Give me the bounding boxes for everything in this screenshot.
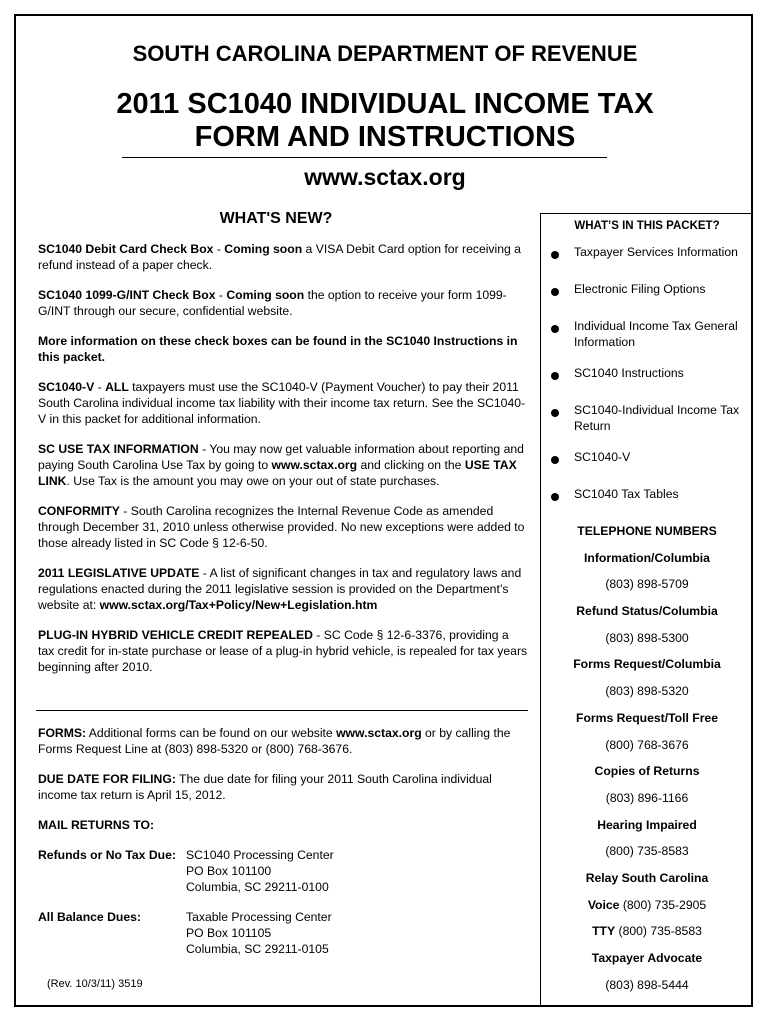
phone-number-forms-columbia: (803) 898-5320 — [605, 684, 689, 699]
phone-tty-row — [541, 923, 753, 939]
refunds-address-line: PO Box 101100 — [186, 864, 272, 878]
packet-item — [541, 486, 753, 508]
packet-item-label: SC1040-V — [574, 450, 631, 464]
bullet-icon — [549, 402, 561, 424]
voucher-paragraph: SC1040-V - ALL taxpayers must use the SC1040-V (Payment Voucher) to pay their 2011 South Carolina individual income tax liability with their income tax return. See the SC1040-V in this packet for additional information. — [38, 380, 526, 426]
telephone-heading: TELEPHONE NUMBERS — [577, 524, 717, 538]
bullet-icon — [549, 318, 561, 340]
bullet-icon — [549, 449, 561, 471]
phone-number-refund-status: (803) 898-5300 — [605, 630, 689, 645]
packet-item-label: SC1040 Instructions — [574, 366, 684, 380]
packet-sidebar — [540, 213, 753, 1007]
bullet-icon — [549, 244, 561, 266]
title-underline — [122, 157, 607, 158]
phone-label-information: Information/Columbia — [584, 550, 710, 565]
revision-note: (Rev. 10/3/11) 3519 — [47, 978, 143, 990]
form-title — [14, 88, 756, 154]
phone-number-information: (803) 898-5709 — [605, 577, 689, 592]
packet-item-label: Individual Income Tax General Information — [574, 319, 738, 349]
phone-label-tty: TTY — [592, 924, 616, 939]
int-check-box-paragraph: SC1040 1099-G/INT Check Box - Coming soon the option to receive your form 1099-G/INT through our secure, confidential website. — [38, 288, 507, 318]
refunds-address-line: Columbia, SC 29211-0100 — [186, 880, 329, 894]
form-title-line1: 2011 SC1040 INDIVIDUAL INCOME TAX — [116, 88, 654, 120]
refunds-address-label: Refunds or No Tax Due: — [38, 848, 176, 862]
packet-item — [541, 402, 753, 434]
packet-item-label: SC1040-Individual Income Tax Return — [574, 403, 740, 433]
packet-item-label: SC1040 Tax Tables — [574, 487, 679, 501]
use-tax-paragraph: SC USE TAX INFORMATION - You may now get valuable information about reporting and paying South Carolina Use Tax by going to www.sctax.org and clicking on the USE TAX LINK. Use Tax is the amount you may owe on your out of state purchases. — [38, 442, 524, 488]
phone-number-advocate: (803) 898-5444 — [605, 977, 689, 992]
phone-number-hearing-impaired: (800) 735-8583 — [605, 844, 689, 859]
more-info-paragraph: More information on these check boxes can be found in the SC1040 Instructions in this packet. — [38, 334, 518, 364]
phone-label-advocate: Taxpayer Advocate — [591, 951, 703, 965]
plugin-hybrid-paragraph: PLUG-IN HYBRID VEHICLE CREDIT REPEALED - SC Code § 12-6-3376, providing a tax credit for in-state purchase or lease of a plug-in hybrid vehicle, is repealed for tax years beginning after 2010. — [38, 628, 528, 674]
phone-label-refund-status: Refund Status/Columbia — [576, 604, 718, 619]
phone-label-voice: Voice — [587, 897, 620, 912]
section-divider — [36, 710, 528, 711]
packet-item — [541, 318, 753, 350]
packet-item — [541, 365, 753, 387]
bullet-icon — [549, 365, 561, 387]
balance-due-address — [38, 909, 533, 957]
balance-due-address-line: PO Box 101105 — [186, 926, 272, 940]
mail-returns-heading: MAIL RETURNS TO: — [38, 818, 155, 832]
phone-number-forms-toll-free: (800) 768-3676 — [605, 737, 689, 752]
phone-label-hearing-impaired: Hearing Impaired — [597, 817, 697, 832]
refunds-address-line: SC1040 Processing Center — [186, 848, 334, 862]
balance-due-address-label: All Balance Dues: — [38, 910, 141, 924]
debit-card-paragraph: SC1040 Debit Card Check Box - Coming soon a VISA Debit Card option for receiving a refund instead of a paper check. — [38, 242, 521, 272]
due-date-paragraph: DUE DATE FOR FILING: The due date for filing your 2011 South Carolina individual income tax return is April 15, 2012. — [38, 772, 492, 802]
conformity-paragraph: CONFORMITY - South Carolina recognizes the Internal Revenue Code as amended through December 31, 2010 unless otherwise provided. No new exceptions were added to those already listed in SC Code § 12-6-50. — [38, 504, 525, 550]
phone-voice-row — [541, 897, 753, 913]
balance-due-address-line: Taxable Processing Center — [186, 910, 332, 924]
packet-item — [541, 449, 753, 471]
legislative-update-paragraph: 2011 LEGISLATIVE UPDATE - A list of significant changes in tax and regulatory laws and regulations enacted during the 2011 legislative session is provided on the Department’s website at: www.sctax.org/Tax+Policy/New+Legislation.htm — [38, 566, 522, 612]
form-title-line2: FORM AND INSTRUCTIONS — [194, 121, 576, 153]
website-url: www.sctax.org — [304, 164, 466, 190]
bullet-icon — [549, 486, 561, 508]
packet-item-label: Electronic Filing Options — [574, 282, 706, 296]
agency-name: SOUTH CAROLINA DEPARTMENT OF REVENUE — [132, 41, 638, 66]
phone-label-forms-toll-free: Forms Request/Toll Free — [576, 710, 718, 725]
phone-label-relay: Relay South Carolina — [585, 870, 709, 885]
phone-label-forms-columbia: Forms Request/Columbia — [573, 657, 721, 672]
phone-number-voice: (800) 735-2905 — [619, 897, 707, 912]
packet-heading: WHAT’S IN THIS PACKET? — [574, 220, 720, 232]
bullet-icon — [549, 281, 561, 303]
whats-new-section — [38, 241, 528, 689]
packet-item — [541, 281, 753, 303]
balance-due-address-line: Columbia, SC 29211-0105 — [186, 942, 329, 956]
packet-contents-list — [541, 244, 753, 508]
packet-item-label: Taxpayer Services Information — [574, 245, 738, 259]
telephone-numbers-section — [541, 523, 753, 993]
filing-info-section — [38, 725, 533, 971]
whats-new-heading: WHAT'S NEW? — [219, 210, 333, 227]
forms-paragraph: FORMS: Additional forms can be found on our website www.sctax.org or by calling the Forms Request Line at (803) 898-5320 or (800) 768-3676. — [38, 726, 511, 756]
refunds-address — [38, 847, 533, 895]
phone-label-copies: Copies of Returns — [594, 764, 700, 779]
phone-number-tty: (800) 735-8583 — [615, 924, 702, 939]
phone-number-copies: (803) 896-1166 — [605, 790, 689, 805]
packet-item — [541, 244, 753, 266]
